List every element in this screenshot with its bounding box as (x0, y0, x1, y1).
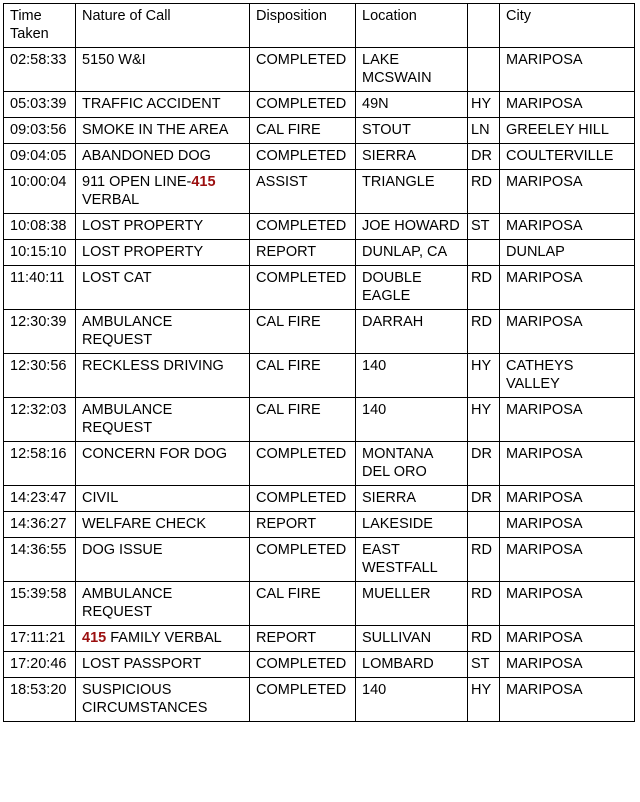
cell-location: 49N (356, 92, 468, 118)
cell-nature (76, 678, 250, 722)
cell-nature (76, 398, 250, 442)
cell-city: MARIPOSA (500, 442, 635, 486)
table-row (4, 48, 635, 92)
cell-nature (76, 92, 250, 118)
table-row (4, 118, 635, 144)
cell-city: MARIPOSA (500, 48, 635, 92)
cell-city: GREELEY HILL (500, 118, 635, 144)
table-header-row (4, 4, 635, 48)
table-row (4, 310, 635, 354)
cell-location: 140 (356, 678, 468, 722)
table-row (4, 214, 635, 240)
cell-disposition: COMPLETED (250, 678, 356, 722)
nature-text: VERBAL (82, 192, 140, 208)
cell-location: DUNLAP, CA (356, 240, 468, 266)
table-row (4, 582, 635, 626)
cell-time: 14:36:55 (4, 538, 76, 582)
cell-city: MARIPOSA (500, 170, 635, 214)
cell-time: 12:32:03 (4, 398, 76, 442)
table-row (4, 538, 635, 582)
cell-time: 14:36:27 (4, 512, 76, 538)
nature-text: FAMILY VERBAL (106, 630, 222, 646)
cell-disposition: COMPLETED (250, 48, 356, 92)
cell-location: JOE HOWARD (356, 214, 468, 240)
cell-city: MARIPOSA (500, 398, 635, 442)
nature-text: TRAFFIC ACCIDENT (82, 96, 221, 112)
nature-text: LOST PROPERTY (82, 218, 204, 234)
cell-time: 14:23:47 (4, 486, 76, 512)
cell-nature (76, 354, 250, 398)
table-row (4, 398, 635, 442)
cell-disposition: COMPLETED (250, 214, 356, 240)
cell-nature (76, 538, 250, 582)
cell-location: LAKE MCSWAIN (356, 48, 468, 92)
cell-disposition: COMPLETED (250, 652, 356, 678)
table-row (4, 266, 635, 310)
cell-suffix: RD (468, 538, 500, 582)
cell-city: MARIPOSA (500, 214, 635, 240)
cell-disposition: COMPLETED (250, 442, 356, 486)
nature-text: 5150 W&I (82, 52, 146, 68)
cell-suffix: RD (468, 626, 500, 652)
nature-text: LOST CAT (82, 270, 152, 286)
nature-text: LOST PASSPORT (82, 656, 202, 672)
cell-time: 12:58:16 (4, 442, 76, 486)
cell-suffix: DR (468, 486, 500, 512)
nature-text: CONCERN FOR DOG (82, 446, 227, 462)
cell-suffix (468, 48, 500, 92)
cell-suffix (468, 240, 500, 266)
cell-disposition: CAL FIRE (250, 354, 356, 398)
cell-suffix: HY (468, 398, 500, 442)
cell-city: MARIPOSA (500, 486, 635, 512)
cell-disposition: REPORT (250, 240, 356, 266)
cell-nature (76, 626, 250, 652)
cell-disposition: REPORT (250, 626, 356, 652)
cell-location: SULLIVAN (356, 626, 468, 652)
cell-location: DARRAH (356, 310, 468, 354)
cell-location: STOUT (356, 118, 468, 144)
table-row (4, 354, 635, 398)
cell-nature (76, 582, 250, 626)
cell-nature (76, 512, 250, 538)
nature-text: AMBULANCE REQUEST (82, 402, 173, 436)
cell-city: CATHEYS VALLEY (500, 354, 635, 398)
cell-suffix: ST (468, 652, 500, 678)
cell-suffix (468, 512, 500, 538)
cell-nature (76, 240, 250, 266)
cell-nature (76, 310, 250, 354)
cell-location: MONTANA DEL ORO (356, 442, 468, 486)
cell-disposition: COMPLETED (250, 538, 356, 582)
cell-time: 10:00:04 (4, 170, 76, 214)
cell-time: 05:03:39 (4, 92, 76, 118)
table-row (4, 442, 635, 486)
cell-city: COULTERVILLE (500, 144, 635, 170)
cell-location: DOUBLE EAGLE (356, 266, 468, 310)
nature-text: AMBULANCE REQUEST (82, 586, 173, 620)
cell-nature (76, 214, 250, 240)
table-row (4, 626, 635, 652)
cell-suffix: HY (468, 354, 500, 398)
cell-time: 18:53:20 (4, 678, 76, 722)
cell-suffix: LN (468, 118, 500, 144)
cell-city: MARIPOSA (500, 92, 635, 118)
table-row (4, 512, 635, 538)
cell-disposition: CAL FIRE (250, 310, 356, 354)
cell-disposition: ASSIST (250, 170, 356, 214)
nature-text: SMOKE IN THE AREA (82, 122, 229, 138)
cell-nature (76, 170, 250, 214)
cell-location: EAST WESTFALL (356, 538, 468, 582)
cell-time: 17:20:46 (4, 652, 76, 678)
cell-nature (76, 442, 250, 486)
cell-disposition: CAL FIRE (250, 118, 356, 144)
cell-suffix: RD (468, 310, 500, 354)
cell-suffix: ST (468, 214, 500, 240)
cell-time: 11:40:11 (4, 266, 76, 310)
cell-time: 12:30:56 (4, 354, 76, 398)
cell-location: TRIANGLE (356, 170, 468, 214)
cell-nature (76, 266, 250, 310)
table-row (4, 92, 635, 118)
cell-disposition: COMPLETED (250, 144, 356, 170)
cell-suffix: DR (468, 442, 500, 486)
table-row (4, 144, 635, 170)
cell-suffix: RD (468, 266, 500, 310)
cell-disposition: CAL FIRE (250, 398, 356, 442)
cell-time: 02:58:33 (4, 48, 76, 92)
table-row (4, 240, 635, 266)
cell-city: MARIPOSA (500, 582, 635, 626)
cell-time: 12:30:39 (4, 310, 76, 354)
cell-city: MARIPOSA (500, 310, 635, 354)
header-time: Time Taken (4, 4, 76, 48)
table-row (4, 170, 635, 214)
cell-location: MUELLER (356, 582, 468, 626)
cell-disposition: REPORT (250, 512, 356, 538)
nature-text: LOST PROPERTY (82, 244, 204, 260)
cell-suffix: RD (468, 582, 500, 626)
cell-nature (76, 118, 250, 144)
cell-location: 140 (356, 354, 468, 398)
header-nature: Nature of Call (76, 4, 250, 48)
cell-suffix: HY (468, 678, 500, 722)
cell-city: MARIPOSA (500, 538, 635, 582)
nature-text: AMBULANCE REQUEST (82, 314, 173, 348)
cell-city: DUNLAP (500, 240, 635, 266)
cell-nature (76, 652, 250, 678)
call-code: 415 (191, 174, 216, 190)
nature-text: RECKLESS DRIVING (82, 358, 224, 374)
cell-time: 15:39:58 (4, 582, 76, 626)
header-suffix (468, 4, 500, 48)
cell-time: 09:03:56 (4, 118, 76, 144)
cell-city: MARIPOSA (500, 652, 635, 678)
cell-disposition: CAL FIRE (250, 582, 356, 626)
cell-disposition: COMPLETED (250, 266, 356, 310)
cell-suffix: RD (468, 170, 500, 214)
nature-text: SUSPICIOUS CIRCUMSTANCES (82, 682, 208, 716)
call-log-table (3, 3, 635, 722)
cell-suffix: HY (468, 92, 500, 118)
cell-location: LOMBARD (356, 652, 468, 678)
nature-text: CIVIL (82, 490, 119, 506)
cell-time: 09:04:05 (4, 144, 76, 170)
cell-city: MARIPOSA (500, 626, 635, 652)
cell-nature (76, 144, 250, 170)
cell-time: 17:11:21 (4, 626, 76, 652)
nature-text: ABANDONED DOG (82, 148, 211, 164)
table-row (4, 486, 635, 512)
cell-city: MARIPOSA (500, 266, 635, 310)
cell-suffix: DR (468, 144, 500, 170)
table-row (4, 678, 635, 722)
cell-nature (76, 486, 250, 512)
cell-location: 140 (356, 398, 468, 442)
cell-location: SIERRA (356, 486, 468, 512)
nature-text: 911 OPEN LINE- (82, 174, 192, 190)
cell-city: MARIPOSA (500, 678, 635, 722)
cell-location: LAKESIDE (356, 512, 468, 538)
nature-text: WELFARE CHECK (82, 516, 207, 532)
cell-city: MARIPOSA (500, 512, 635, 538)
cell-disposition: COMPLETED (250, 92, 356, 118)
cell-nature (76, 48, 250, 92)
table-row (4, 652, 635, 678)
nature-text: DOG ISSUE (82, 542, 163, 558)
cell-location: SIERRA (356, 144, 468, 170)
header-city: City (500, 4, 635, 48)
call-code: 415 (82, 630, 107, 646)
cell-disposition: COMPLETED (250, 486, 356, 512)
header-disposition: Disposition (250, 4, 356, 48)
header-location: Location (356, 4, 468, 48)
cell-time: 10:08:38 (4, 214, 76, 240)
cell-time: 10:15:10 (4, 240, 76, 266)
